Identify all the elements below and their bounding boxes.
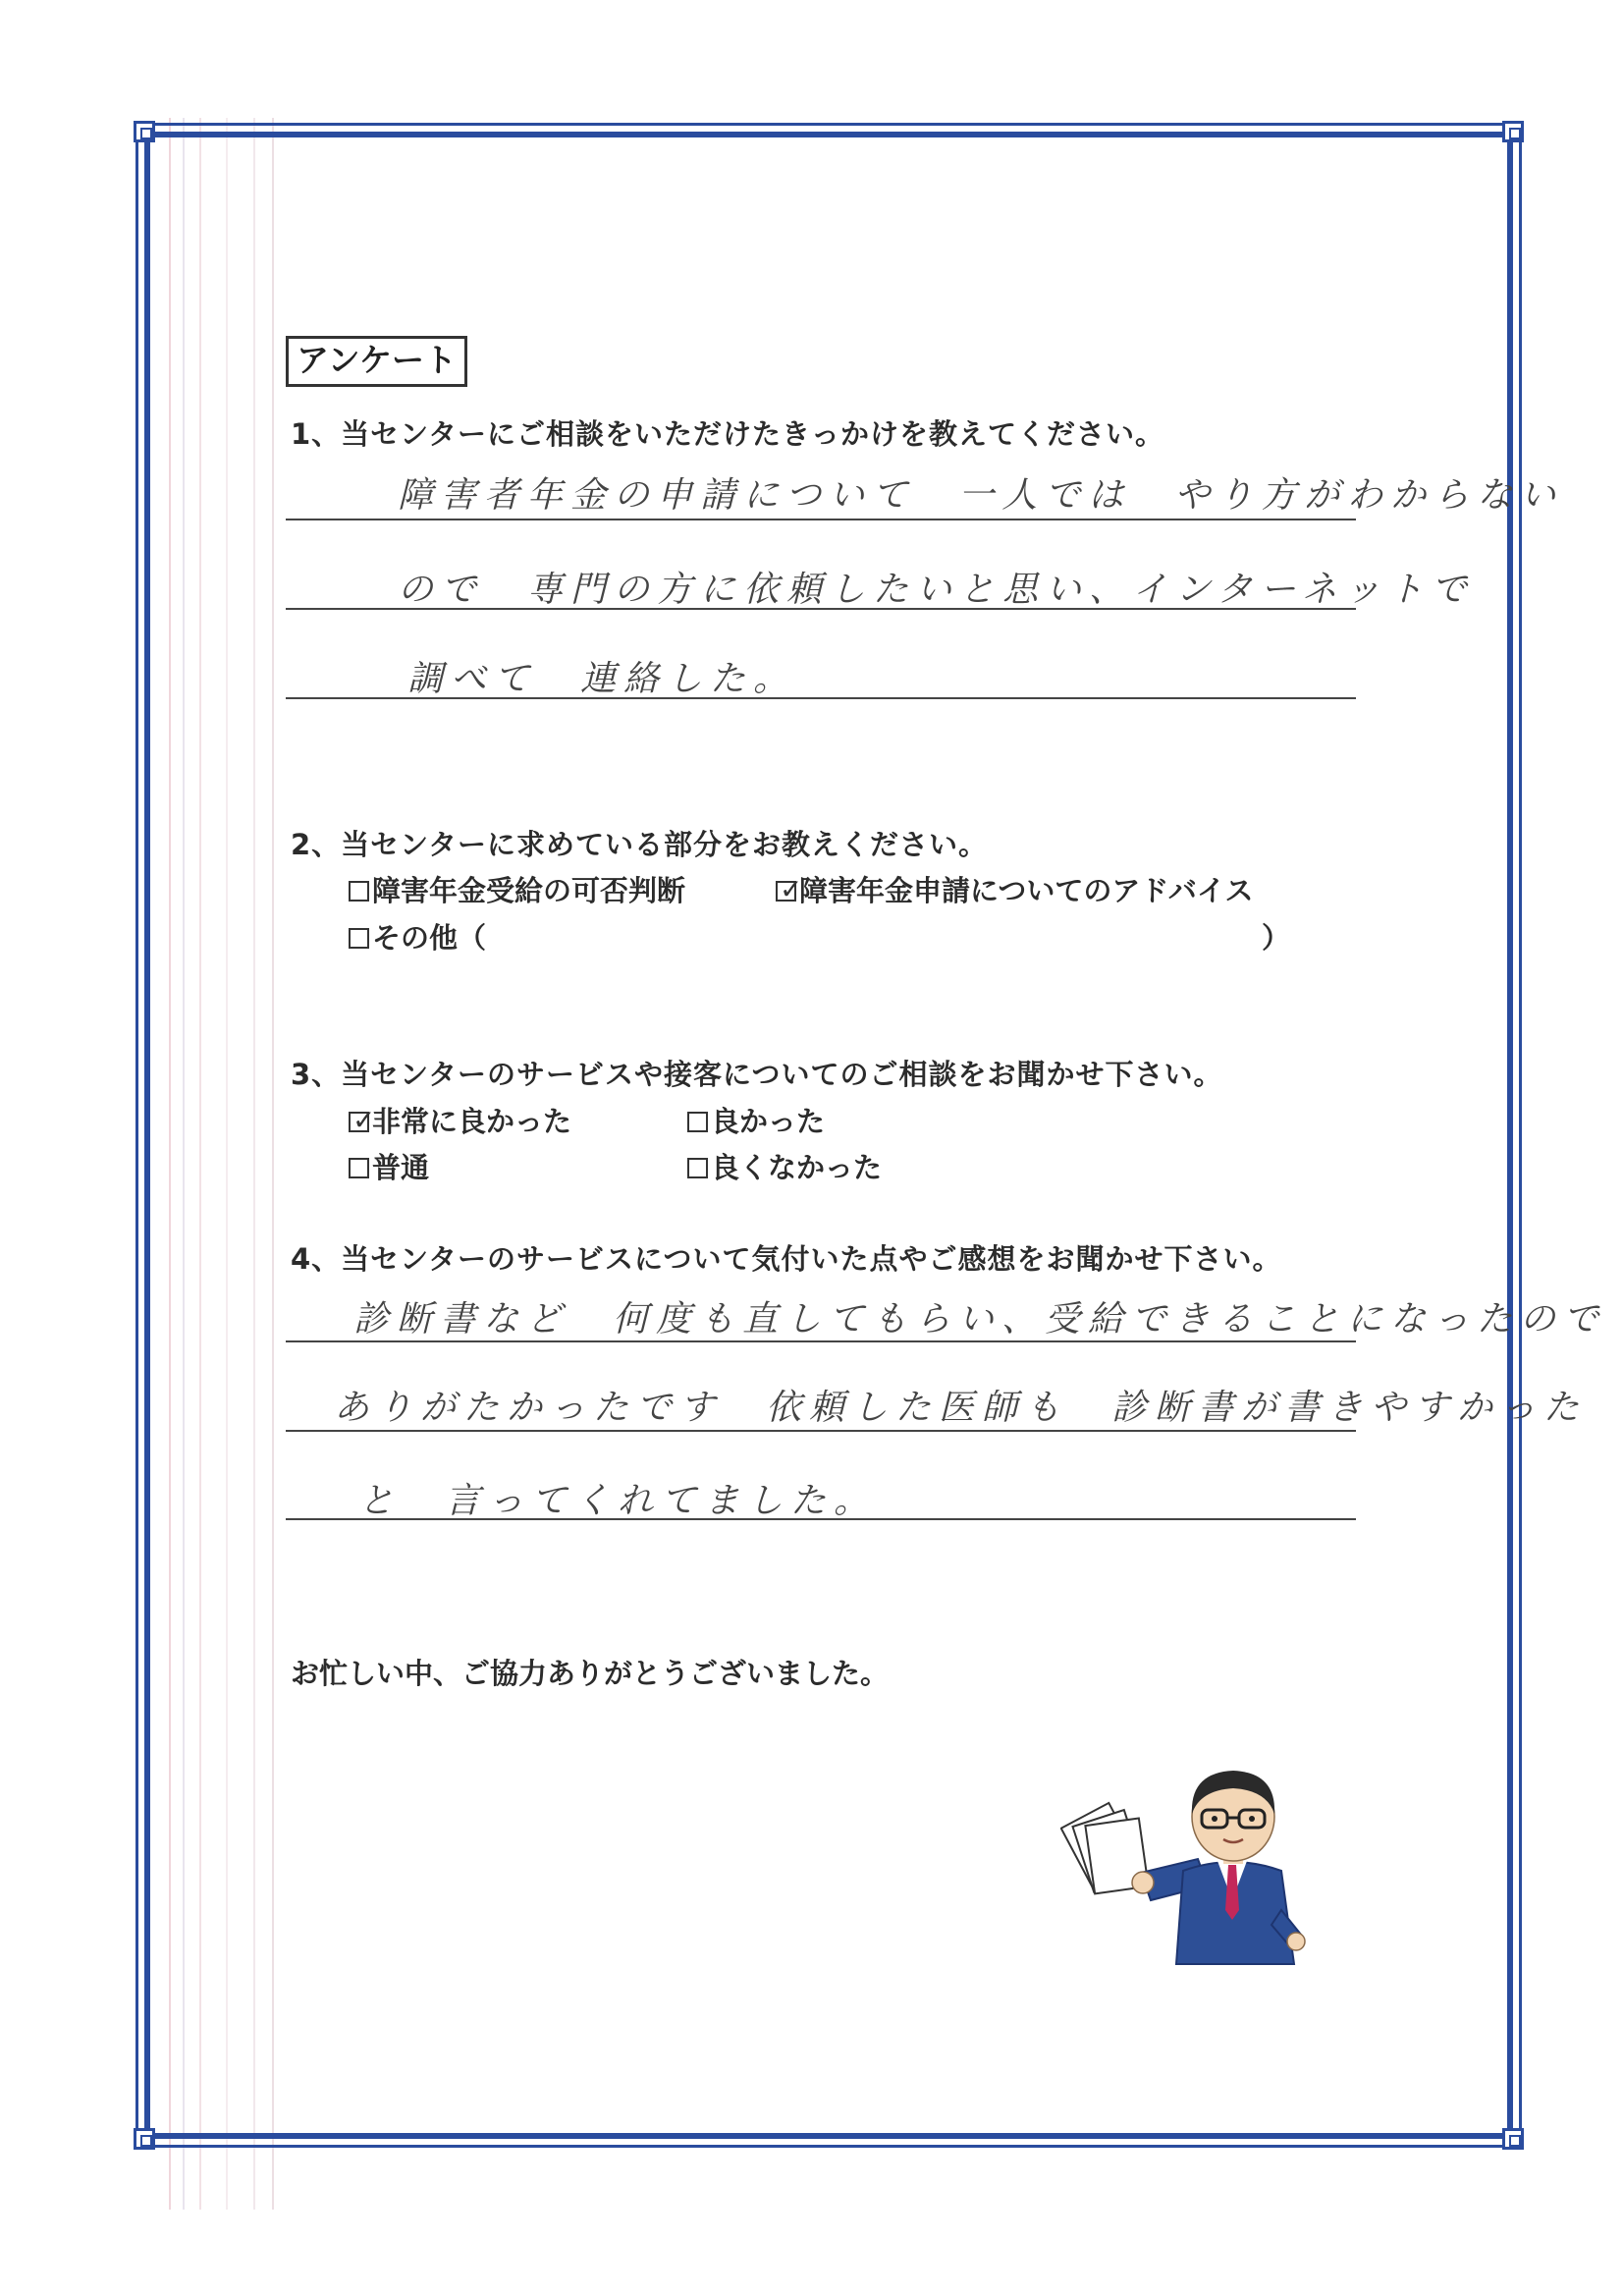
answer-rule bbox=[286, 1518, 1356, 1520]
question-2: 2、当センターに求めている部分をお教えください。 bbox=[291, 828, 989, 861]
businessman-holding-papers-icon bbox=[1060, 1763, 1335, 1969]
frame-corner bbox=[134, 2128, 155, 2150]
option-other-close: ） bbox=[1262, 921, 1291, 955]
answer-1-line-1: 障害者年金の申請について 一人では やり方がわからない bbox=[398, 475, 1564, 516]
checkbox-icon[interactable] bbox=[687, 1158, 708, 1178]
checkbox-icon[interactable] bbox=[349, 881, 369, 902]
checkmark-icon: ✓ bbox=[352, 1104, 376, 1136]
option-average[interactable]: 普通 bbox=[349, 1146, 429, 1186]
answer-rule bbox=[286, 608, 1356, 610]
option-application-advice[interactable]: ✓ 障害年金申請についてのアドバイス bbox=[776, 869, 1254, 909]
checkbox-icon[interactable] bbox=[349, 928, 369, 949]
answer-4-line-3: と 言ってくれてました。 bbox=[358, 1481, 878, 1521]
answer-rule bbox=[286, 1340, 1356, 1342]
answer-1-line-3: 調べて 連絡した。 bbox=[407, 659, 797, 699]
question-3: 3、当センターのサービスや接客についてのご相談をお聞かせ下さい。 bbox=[291, 1058, 1223, 1091]
option-very-good[interactable]: ✓ 非常に良かった bbox=[349, 1100, 571, 1140]
checkbox-icon[interactable] bbox=[776, 873, 803, 905]
survey-title: アンケート bbox=[286, 336, 467, 387]
frame-corner bbox=[1502, 2128, 1524, 2150]
answer-4-line-1: 診断書など 何度も直してもらい、受給できることになったので bbox=[353, 1299, 1607, 1339]
option-other[interactable]: その他（ bbox=[349, 916, 486, 957]
question-4: 4、当センターのサービスについて気付いた点やご感想をお聞かせ下さい。 bbox=[291, 1242, 1282, 1276]
option-not-good[interactable]: 良くなかった bbox=[687, 1146, 882, 1186]
answer-rule bbox=[286, 519, 1356, 520]
option-eligibility-judgment[interactable]: 障害年金受給の可否判断 bbox=[349, 869, 685, 909]
option-good[interactable]: 良かった bbox=[687, 1100, 825, 1140]
checkmark-icon: ✓ bbox=[780, 873, 803, 905]
answer-rule bbox=[286, 1430, 1356, 1432]
question-1: 1、当センターにご相談をいただけたきっかけを教えてください。 bbox=[291, 417, 1165, 451]
answer-1-line-2: ので 専門の方に依頼したいと思い、インターネットで bbox=[398, 570, 1475, 610]
frame-corner bbox=[134, 121, 155, 142]
answer-rule bbox=[286, 697, 1356, 699]
checkbox-icon[interactable] bbox=[687, 1112, 708, 1132]
checkbox-icon[interactable] bbox=[349, 1104, 376, 1136]
closing-message: お忙しい中、ご協力ありがとうございました。 bbox=[291, 1657, 890, 1690]
frame-corner bbox=[1502, 121, 1524, 142]
answer-4-line-2: ありがたかったです 依頼した医師も 診断書が書きやすかった bbox=[334, 1388, 1588, 1428]
checkbox-icon[interactable] bbox=[349, 1158, 369, 1178]
